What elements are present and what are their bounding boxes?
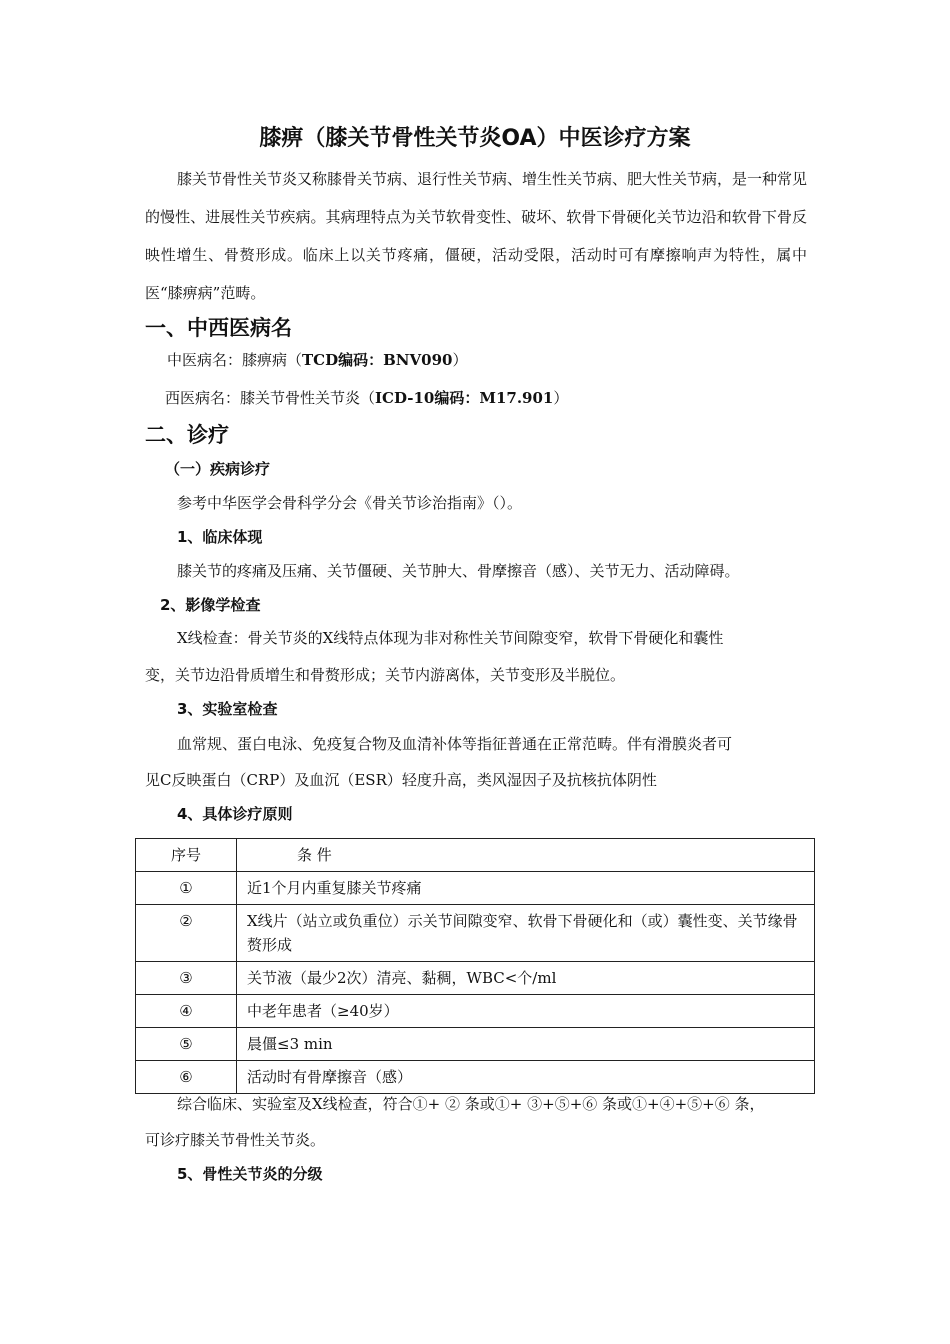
row-num: ④ [136,995,237,1028]
row-num: ① [136,872,237,905]
wm-code: ICD-10编码：M17.901 [375,389,554,407]
table-row [136,1028,815,1061]
diagnosis-criteria-table [135,838,815,1094]
row-num: ③ [136,962,237,995]
item3-line1: 血常规、蛋白电泳、免疫复合物及血清补体等指征普通在正常范畴。伴有滑膜炎者可 [177,735,733,753]
row-num: ⑤ [136,1028,237,1061]
tcm-close: ） [452,351,468,369]
row-condition: 关节液（最少2次）清亮、黏稠，WBC<个/ml [237,962,815,995]
table-header-row [136,839,815,872]
intro-paragraph [145,160,807,312]
table-row [136,962,815,995]
item4-heading: 4、具体诊疗原则 [177,805,293,823]
wm-close: ） [553,389,569,407]
row-condition: 中老年患者（≥40岁） [237,995,815,1028]
row-condition: 近1个月内重复膝关节疼痛 [237,872,815,905]
row-condition: 活动时有骨摩擦音（感） [237,1061,815,1094]
reference-text: 参考中华医学会骨科学分会《骨关节诊治指南》（）。 [177,494,523,512]
item3-heading: 3、实验室检查 [177,700,278,718]
table-header-num: 序号 [136,839,237,872]
tcm-label: 中医病名：膝痹病（ [167,351,303,369]
tcm-disease-name [167,349,467,370]
row-condition: 晨僵≤3 min [237,1028,815,1061]
item1-text: 膝关节的疼痛及压痛、关节僵硬、关节肿大、骨摩擦音（感）、关节无力、活动障碍。 [177,562,740,580]
table-row [136,905,815,962]
item2-heading: 2、影像学检查 [160,596,261,614]
wm-label: 西医病名：膝关节骨性关节炎（ [165,389,376,407]
document-title: 膝痹（膝关节骨性关节炎OA）中医诊疗方案 [259,126,691,151]
summary-line2: 可诊疗膝关节骨性关节炎。 [145,1131,326,1149]
tcm-code: TCD编码：BNV090 [302,351,453,369]
table-header-cond: 条 件 [237,839,815,872]
item1-heading: 1、临床体现 [177,528,263,546]
row-num: ② [136,905,237,962]
summary-line1: 综合临床、实验室及X线检查，符合①+ ② 条或①+ ③+⑤+⑥ 条或①+④+⑤+⑥ 条， [177,1095,765,1113]
row-condition: X线片（站立或负重位）示关节间隙变窄、软骨下骨硬化和（或）囊性变、关节缘骨赘形成 [237,905,815,962]
wm-disease-name [165,387,568,408]
table-row [136,995,815,1028]
item2-line1: X线检查：骨关节炎的X线特点体现为非对称性关节间隙变窄，软骨下骨硬化和囊性 [177,629,724,647]
item5-heading: 5、骨性关节炎的分级 [177,1165,323,1183]
row-num: ⑥ [136,1061,237,1094]
section2-heading: 二、诊疗 [145,423,229,447]
intro-text: 膝关节骨性关节炎又称膝骨关节病、退行性关节病、增生性关节病、肥大性关节病，是一种常见的慢性、进展性关节疾病。其病理特点为关节软骨变性、破坏、软骨下骨硬化关节边沿和软骨下骨反映性增生、骨赘形成。临床上以关节疼痛，僵硬，活动受限，活动时可有摩擦响声为特性，属中医“膝痹病”范畴。 [145,170,808,302]
item2-line2: 变，关节边沿骨质增生和骨赘形成；关节内游离体，关节变形及半脱位。 [145,666,626,684]
table-row [136,1061,815,1094]
section1-heading: 一、中西医病名 [145,316,292,340]
item3-line2: 见C反映蛋白（CRP）及血沉（ESR）轻度升高，类风湿因子及抗核抗体阴性 [145,771,657,789]
subsection-disease-diagnosis: （一）疾病诊疗 [165,460,271,478]
table-row [136,872,815,905]
